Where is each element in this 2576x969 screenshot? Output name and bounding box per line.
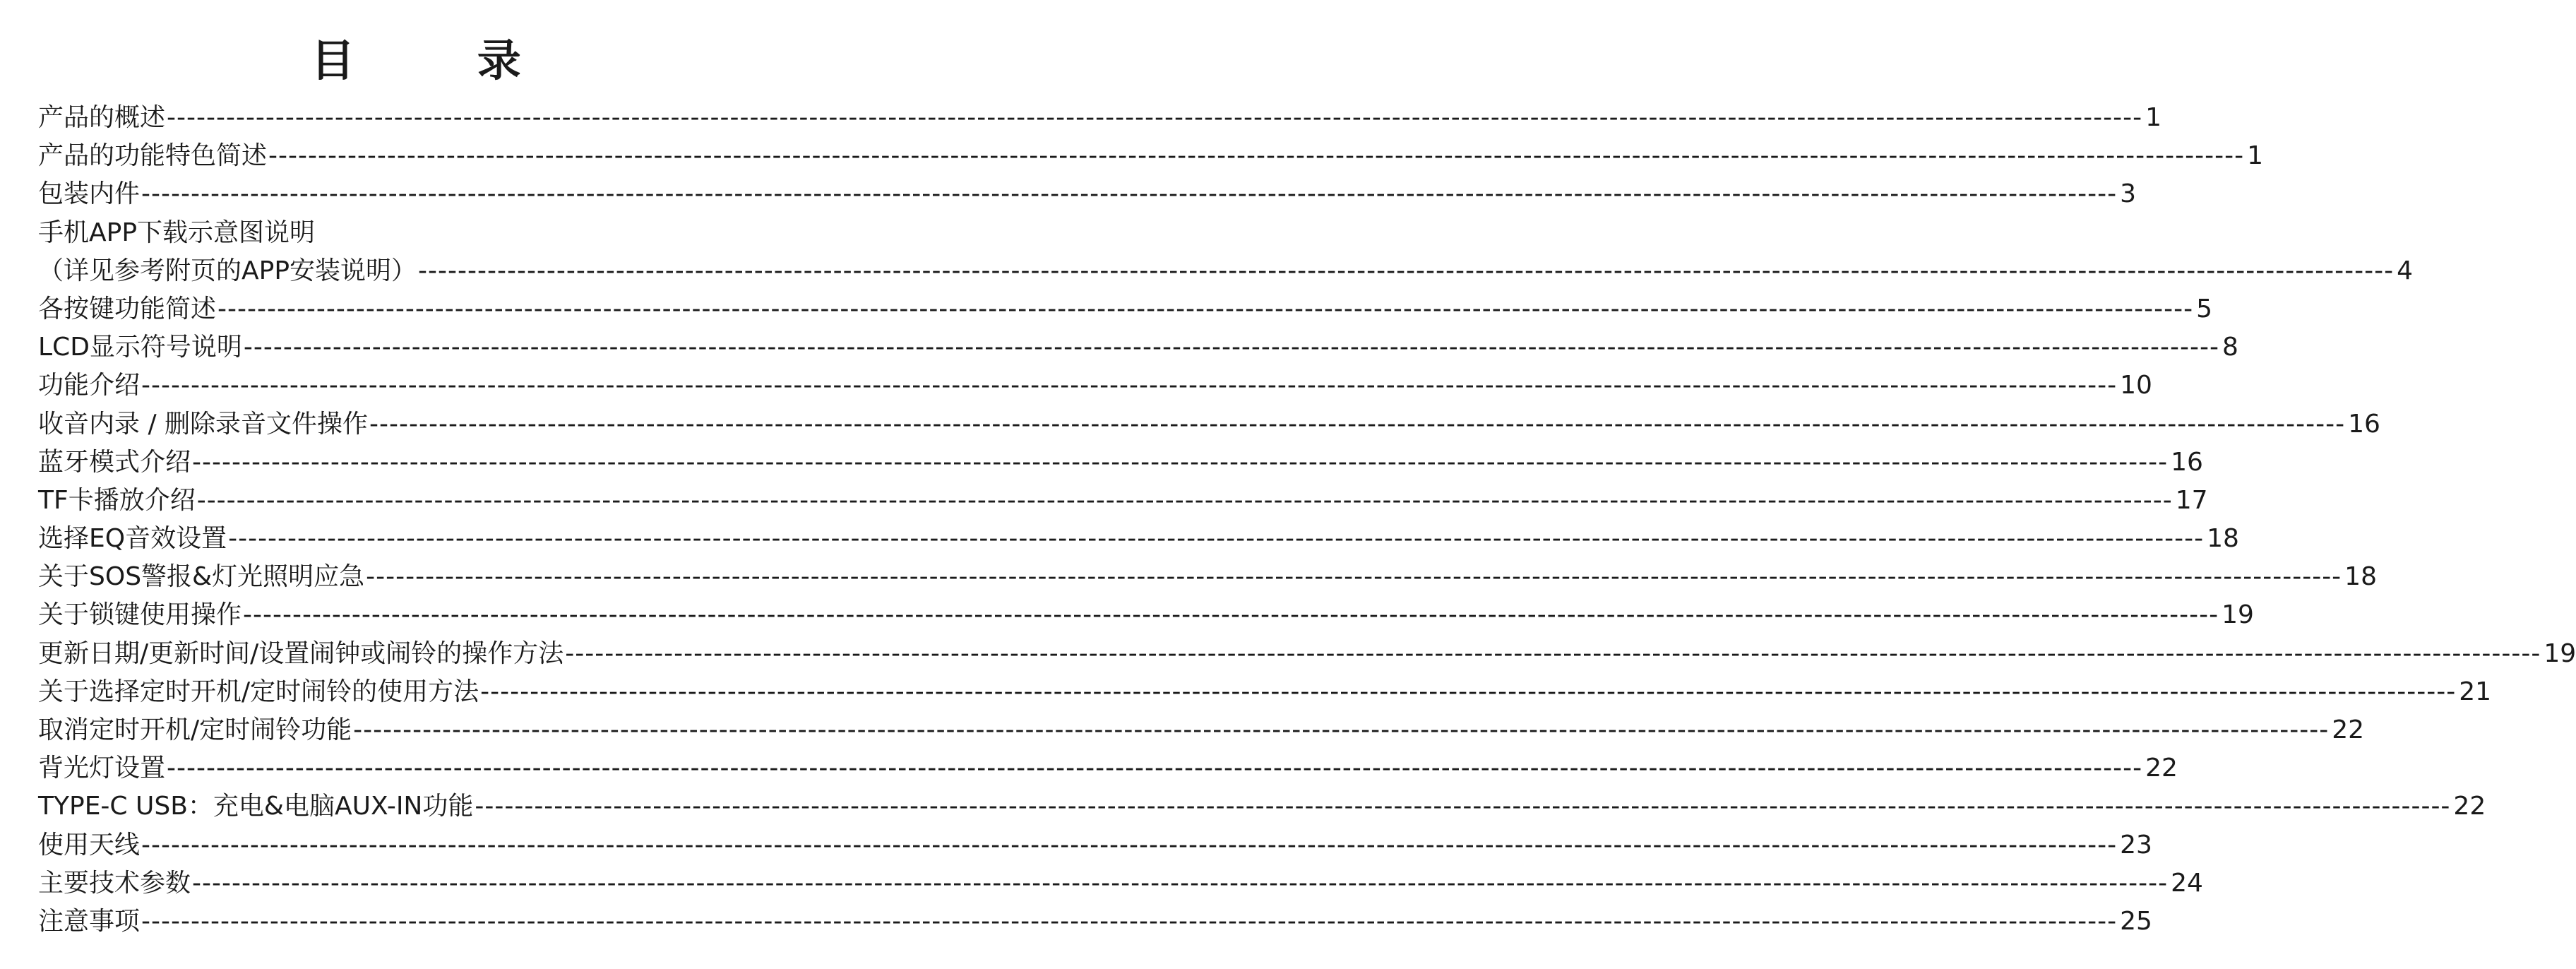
toc-entry-label: 产品的功能特色简述 (38, 141, 268, 171)
toc-entry-label: TYPE-C USB：充电&电脑AUX-IN功能 (38, 792, 474, 821)
toc-entry-label: 关于选择定时开机/定时闹铃的使用方法 (38, 677, 479, 706)
toc-entry-page-number: 19 (2222, 600, 2254, 630)
toc-entry-label: 包装内件 (38, 179, 141, 209)
toc-entry[interactable] (38, 558, 2377, 596)
toc-entry-label: 蓝牙模式介绍 (38, 447, 191, 477)
page-title: 目 录 (311, 35, 575, 86)
toc-entry[interactable] (38, 635, 2576, 673)
toc-entry-label: 关于SOS警报&灯光照明应急 (38, 562, 365, 592)
toc-dot-leader: -------------------------------------------------------------------------------------------------------------------------------------------------------------------------------------------------------- (196, 485, 2173, 515)
toc-entry-page-number: 22 (2332, 715, 2364, 744)
toc-entry-label: TF卡播放介绍 (38, 485, 196, 515)
toc-dot-leader: -------------------------------------------------------------------------------------------------------------------------------------------------------------------------------------------------------- (418, 256, 2395, 285)
toc-entry[interactable] (38, 903, 2152, 941)
toc-dot-leader: -------------------------------------------------------------------------------------------------------------------------------------------------------------------------------------------------------- (243, 333, 2219, 362)
toc-dot-leader: -------------------------------------------------------------------------------------------------------------------------------------------------------------------------------------------------------- (141, 830, 2118, 860)
toc-dot-leader: -------------------------------------------------------------------------------------------------------------------------------------------------------------------------------------------------------- (167, 754, 2143, 783)
toc-entry-page-number: 25 (2120, 906, 2152, 936)
toc-entry-page-number: 4 (2397, 256, 2413, 285)
toc-entry[interactable] (38, 482, 2208, 520)
toc-dot-leader: -------------------------------------------------------------------------------------------------------------------------------------------------------------------------------------------------------- (192, 868, 2169, 898)
toc-entry-label: 主要技术参数 (38, 868, 191, 898)
toc-entry[interactable] (38, 214, 802, 252)
toc-entry-label: 背光灯设置 (38, 754, 166, 783)
toc-entry[interactable] (38, 367, 2152, 405)
toc-dot-leader: -------------------------------------------------------------------------------------------------------------------------------------------------------------------------------------------------------- (565, 638, 2541, 668)
toc-entry-label: 产品的概述 (38, 103, 166, 132)
toc-entry-label: （详见参考附页的APP安装说明） (38, 256, 417, 285)
toc-dot-leader: -------------------------------------------------------------------------------------------------------------------------------------------------------------------------------------------------------- (369, 409, 2346, 439)
toc-dot-leader: -------------------------------------------------------------------------------------------------------------------------------------------------------------------------------------------------------- (353, 715, 2330, 744)
toc-entry-label: 注意事项 (38, 906, 141, 936)
toc-dot-leader: -------------------------------------------------------------------------------------------------------------------------------------------------------------------------------------------------------- (268, 141, 2245, 171)
toc-entry[interactable] (38, 749, 2178, 787)
toc-entry-page-number: 21 (2459, 677, 2491, 706)
toc-entry[interactable] (38, 328, 2238, 367)
toc-entry-label: 使用天线 (38, 830, 141, 860)
toc-dot-leader: -------------------------------------------------------------------------------------------------------------------------------------------------------------------------------------------------------- (366, 562, 2342, 592)
toc-entry[interactable] (38, 673, 2491, 711)
toc-entry-label: 各按键功能简述 (38, 294, 217, 323)
table-of-contents (38, 99, 2576, 941)
toc-dot-leader: -------------------------------------------------------------------------------------------------------------------------------------------------------------------------------------------------------- (141, 179, 2118, 209)
toc-entry[interactable] (38, 290, 2212, 328)
toc-entry-label: 取消定时开机/定时闹铃功能 (38, 715, 352, 744)
toc-entry-page-number: 8 (2222, 333, 2238, 362)
toc-entry[interactable] (38, 444, 2203, 482)
toc-entry-label: 手机APP下载示意图说明 (38, 218, 316, 247)
toc-dot-leader: -------------------------------------------------------------------------------------------------------------------------------------------------------------------------------------------------------- (475, 792, 2451, 821)
toc-dot-leader: -------------------------------------------------------------------------------------------------------------------------------------------------------------------------------------------------------- (167, 103, 2143, 132)
toc-entry[interactable] (38, 596, 2254, 634)
toc-entry[interactable] (38, 175, 2136, 213)
toc-entry-page-number: 5 (2196, 294, 2212, 323)
toc-entry-page-number: 16 (2171, 447, 2203, 477)
toc-dot-leader: -------------------------------------------------------------------------------------------------------------------------------------------------------------------------------------------------------- (480, 677, 2457, 706)
toc-dot-leader: -------------------------------------------------------------------------------------------------------------------------------------------------------------------------------------------------------- (228, 524, 2205, 554)
toc-dot-leader: -------------------------------------------------------------------------------------------------------------------------------------------------------------------------------------------------------- (141, 371, 2118, 400)
toc-entry-label: 功能介绍 (38, 371, 141, 400)
toc-entry-page-number: 16 (2348, 409, 2380, 439)
toc-entry-page-number: 22 (2145, 754, 2178, 783)
toc-entry-label: 选择EQ音效设置 (38, 524, 227, 554)
toc-dot-leader: -------------------------------------------------------------------------------------------------------------------------------------------------------------------------------------------------------- (217, 294, 2194, 323)
toc-entry-label: 收音内录 / 删除录音文件操作 (38, 409, 369, 439)
toc-entry[interactable] (38, 405, 2380, 444)
toc-dot-leader: -------------------------------------------------------------------------------------------------------------------------------------------------------------------------------------------------------- (243, 600, 2219, 630)
toc-dot-leader: -------------------------------------------------------------------------------------------------------------------------------------------------------------------------------------------------------- (141, 906, 2118, 936)
toc-entry[interactable] (38, 137, 2263, 175)
toc-entry-page-number: 18 (2207, 524, 2239, 554)
toc-entry[interactable] (38, 99, 2161, 137)
toc-entry[interactable] (38, 711, 2364, 749)
toc-entry-page-number: 23 (2120, 830, 2152, 860)
toc-entry[interactable] (38, 520, 2239, 558)
toc-entry-page-number: 17 (2175, 485, 2208, 515)
toc-entry[interactable] (38, 252, 2413, 290)
toc-entry-page-number: 10 (2120, 371, 2152, 400)
toc-entry-label: 关于锁键使用操作 (38, 600, 242, 630)
toc-entry-label: LCD显示符号说明 (38, 333, 242, 362)
toc-entry[interactable] (38, 787, 2486, 826)
toc-entry-page-number: 24 (2171, 868, 2203, 898)
toc-entry-label: 更新日期/更新时间/设置闹钟或闹铃的操作方法 (38, 638, 564, 668)
toc-dot-leader: -------------------------------------------------------------------------------------------------------------------------------------------------------------------------------------------------------- (192, 447, 2169, 477)
toc-entry-page-number: 1 (2247, 141, 2263, 171)
toc-entry-page-number: 3 (2120, 179, 2136, 209)
toc-entry[interactable] (38, 864, 2203, 903)
toc-entry-page-number: 18 (2344, 562, 2377, 592)
toc-entry[interactable] (38, 826, 2152, 864)
toc-entry-page-number: 19 (2544, 638, 2576, 668)
toc-entry-page-number: 22 (2453, 792, 2486, 821)
toc-entry-page-number: 1 (2145, 103, 2161, 132)
